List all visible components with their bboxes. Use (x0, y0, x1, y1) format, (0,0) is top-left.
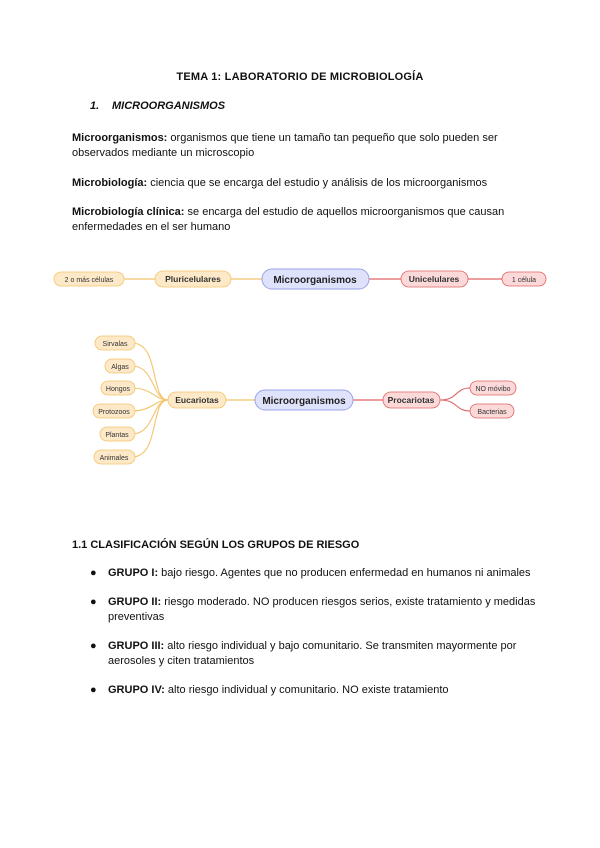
section-heading-grupos-riesgo: 1.1 CLASIFICACIÓN SEGÚN LOS GRUPOS DE RIESGO (72, 539, 360, 551)
node-label: Unicelulares (408, 274, 460, 284)
node-label: Eucariotas (175, 395, 219, 405)
list-item (72, 639, 542, 669)
definition-text: organismos que tiene un tamaño tan pequeño que solo pueden ser observados mediante un microscopio (72, 132, 498, 159)
definition-term: Microbiología clínica: (72, 206, 185, 218)
definition-term: Microorganismos: (72, 132, 168, 144)
connector-eucariotas-leaf (132, 366, 168, 400)
definition-text: ciencia que se encarga del estudio y análisis de los microorganismos (147, 177, 488, 189)
risk-groups-list (72, 566, 542, 712)
leaf-node-label: Protozoos (98, 409, 130, 416)
connector-eucariotas-leaf (132, 343, 168, 400)
section-heading-microorganismos (90, 100, 225, 112)
group-term: GRUPO IV: (108, 684, 165, 696)
connector-eucariotas-leaf (132, 400, 168, 434)
eucariotas-leaves (93, 336, 135, 464)
definition-microbiologia-clinica (72, 205, 542, 235)
list-item (72, 566, 542, 581)
group-text: alto riesgo individual y bajo comunitario. Se transmiten mayormente por aerosoles y citen tratamientos (108, 640, 517, 667)
leaf-node-label: Algas (111, 364, 129, 371)
leaf-node-label: Sirvalas (102, 341, 128, 348)
leaf-node-label: Hongos (105, 386, 131, 393)
mindmap-cellularity (0, 258, 600, 302)
connector-eucariotas-leaf (132, 400, 168, 457)
bullet-icon: ● (90, 567, 97, 579)
section-number: 1. (90, 100, 100, 112)
connector-procariotas-leaf (440, 388, 470, 400)
section-title: MICROORGANISMOS (112, 100, 226, 112)
list-item (72, 595, 542, 625)
leaf-node-label: NO móvibo (475, 386, 511, 393)
group-text: riesgo moderado. NO producen riesgos serios, existe tratamiento y medidas preventivas (108, 596, 536, 623)
group-text: bajo riesgo. Agentes que no producen enfermedad en humanos ni animales (158, 567, 531, 579)
node-label: Procariotas (387, 395, 435, 405)
group-term: GRUPO I: (108, 567, 159, 579)
leaf-node-label: 1 célula (511, 277, 537, 284)
leaf-node-label: 2 o más células (64, 277, 114, 284)
group-term: GRUPO III: (108, 640, 165, 652)
connector-procariotas-leaf (440, 400, 470, 411)
group-term: GRUPO II: (108, 596, 162, 608)
bullet-icon: ● (90, 640, 97, 652)
list-item (72, 683, 542, 698)
leaf-node-label: Plantas (105, 432, 129, 439)
bullet-icon: ● (90, 684, 97, 696)
group-text: alto riesgo individual y comunitario. NO existe tratamiento (164, 684, 449, 696)
center-node-label: Microorganismos (273, 275, 357, 286)
definition-microbiologia (72, 176, 542, 191)
leaf-node-label: Animales (99, 455, 129, 462)
mindmap-cell-type (0, 330, 600, 470)
document-title: TEMA 1: LABORATORIO DE MICROBIOLOGÍA (176, 71, 424, 83)
node-label: Pluricelulares (165, 274, 221, 284)
definition-term: Microbiología: (72, 177, 148, 189)
definition-microorganismos (72, 131, 542, 161)
leaf-node-label: Bacterias (477, 409, 507, 416)
center-node-label: Microorganismos (262, 396, 346, 407)
definition-text: se encarga del estudio de aquellos microorganismos que causan enfermedades en el ser humano (72, 206, 505, 233)
bullet-icon: ● (90, 596, 97, 608)
